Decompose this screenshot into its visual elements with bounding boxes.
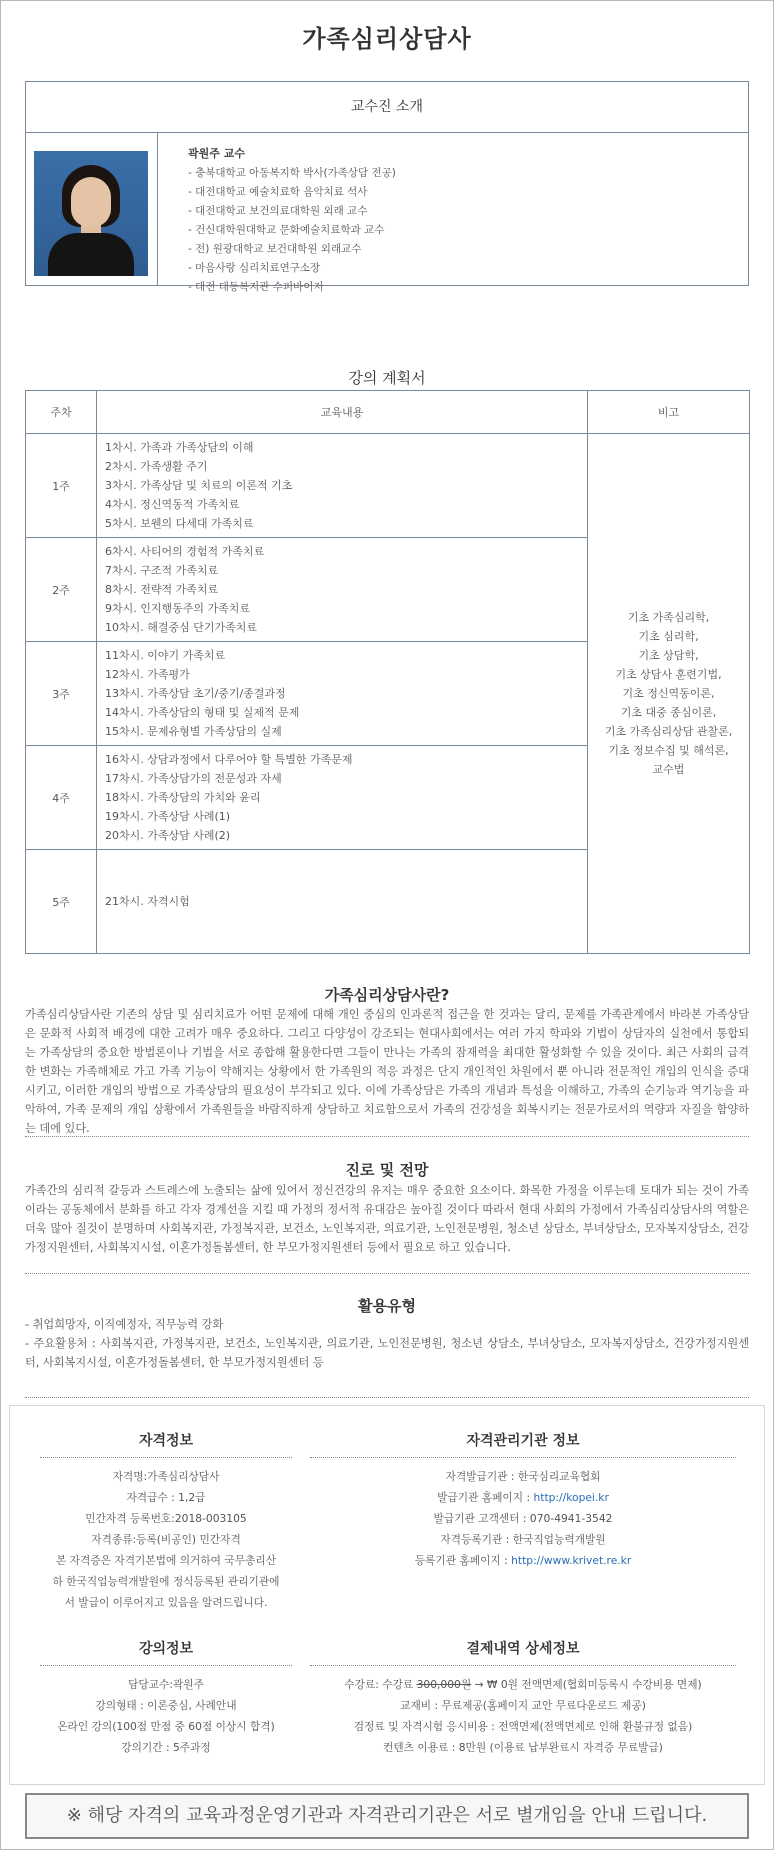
- lesson-item: 13차시. 가족상담 초기/중기/종결과정: [105, 687, 286, 700]
- lesson-item: 6차시. 사티어의 경험적 가족치료: [105, 545, 265, 558]
- lecture-info-title: 강의정보: [40, 1638, 292, 1666]
- agency-registrar: 자격등록기관 : 한국직업능력개발원: [440, 1533, 606, 1546]
- agency-info: [310, 1430, 736, 1571]
- lesson-item: 11차시. 이야기 가족치료: [105, 649, 226, 662]
- week-lessons: [97, 746, 588, 850]
- notice-banner: ※ 해당 자격의 교육과정운영기관과 자격관리기관은 서로 별개임을 안내 드립니다.: [25, 1793, 749, 1839]
- qual-info-line: 서 발급이 이루어지고 있음을 알려드립니다.: [64, 1596, 268, 1609]
- lesson-item: 17차시. 가족상담가의 전문성과 자세: [105, 772, 282, 785]
- professor-header: 교수진 소개: [26, 82, 748, 133]
- lesson-item: 12차시. 가족평가: [105, 668, 190, 681]
- lecture-info-line: 강의형태 : 이론중심, 사례안내: [95, 1699, 237, 1712]
- professor-career-item: - 건신대학원대학교 문화예술치료학과 교수: [188, 224, 385, 236]
- usage-line: - 주요활용처 : 사회복지관, 가정복지관, 보건소, 노인복지관, 의료기관, 노인전문병원, 청소년 상담소, 부녀상담소, 모자복지상담소, 건강가정지원센터, 사회복지시설, 이혼가정돌봄센터, 한 부모가정지원센터 등: [25, 1337, 749, 1369]
- week-label: 4주: [26, 746, 97, 850]
- week-label: 5주: [26, 850, 97, 954]
- qual-info-line: 하 한국직업능력개발원에 정식등록된 관리기관에: [52, 1575, 280, 1588]
- remark-item: 기초 가족심리상담 관찰론,: [604, 725, 733, 738]
- lesson-item: 7차시. 구조적 가족치료: [105, 564, 219, 577]
- qual-info-line: 본 자격증은 자격기본법에 의거하여 국무총리산: [55, 1554, 277, 1567]
- professor-section: [25, 81, 749, 293]
- registrar-homepage-link[interactable]: http://www.krivet.re.kr: [511, 1554, 632, 1567]
- lesson-item: 19차시. 가족상담 사례(1): [105, 810, 231, 823]
- remark-item: 기초 대중 종심이론,: [620, 706, 717, 719]
- lesson-item: 5차시. 보웬의 다세대 가족치료: [105, 517, 254, 530]
- professor-career-item: - 대전대학교 보건의료대학원 외래 교수: [188, 205, 368, 217]
- plan-table: [25, 390, 750, 954]
- what-text: 가족심리상담사란 기존의 상담 및 심리치료가 어떤 문제에 대해 개인 중심의 인과론적 접근을 한 것과는 달리, 문제를 가족관계에서 바라본 가족상담은 문화적 사회적 배경에 대한 고려가 매우 중요하다. 그리고 다양성이 강조되는 현대사회에서는 여러 가지 학파와 기법이 상담자의 실천에서 통합되는 가족상담의 중요한 방법론이나 기법을 서로 종합해 활용한다면 그들이 만나는 가족의 잠재력을 최대한 활성화할 수 있을 것이다. 최근 사회의 급격한 변화는 가족해체로 가고 가족 기능이 약해지는 상황에서 한 가족원의 적응 과정은 단지 개인적인 차원에서 뿐 아니라 전문적인 개입의 인식을 증대시키고, 이러한 개입의 방법으로 가족상담의 필요성이 부각되고 있다. 이에 가족상담은 가족의 개념과 특성을 이해하고, 가족의 순기능과 역기능을 파악하여, 가족 문제의 개입 상황에서 가족원들을 바람직하게 상담하고 치료함으로서 가족의 건강성을 회복시키는 전문가로서의 역량과 자질을 함양하는 데에 있다.: [25, 1008, 749, 1135]
- plan-header-week: 주차: [26, 391, 97, 434]
- payment-line: 검정료 및 자격시험 응시비용 : 전액면제(전액면제로 인해 환불규정 없음): [353, 1720, 693, 1733]
- lecture-info-line: 담당교수:곽원주: [128, 1678, 204, 1691]
- payment-info: [310, 1638, 736, 1758]
- lesson-item: 18차시. 가족상담의 가치와 윤리: [105, 791, 261, 804]
- agency-info-title: 자격관리기관 정보: [310, 1430, 736, 1458]
- divider: [25, 1136, 749, 1137]
- professor-career-item: - 대전 대동복지관 수퍼바이저: [188, 281, 324, 293]
- lesson-item: 8차시. 전략적 가족치료: [105, 583, 219, 596]
- payment-line: 컨텐츠 이용료 : 8만원 (이용료 납부완료시 자격증 무료발급): [383, 1741, 663, 1754]
- career-text: 가족간의 심리적 갈등과 스트레스에 노출되는 삶에 있어서 정신건강의 유지는 매우 중요한 요소이다. 화목한 가정을 이루는데 토대가 되는 것이 가족이라는 공동체에서 분화를 하고 각자 경계선을 지킬 때 가정의 정서적 유대감은 높아질 것이다 따라서 현대 사회의 가정에서 가족심리상담사의 역할은 더욱 많아 질것이 분명하며 사회복지관, 가정복지관, 보건소, 노인복지관, 의료기관, 노인전문병원, 청소년 상담소, 부녀상담소, 모자복지상담소, 건강가정지원센터, 사회복지시설, 이혼가정돌봄센터, 한 부모가정지원센터 등에서 필요로 하고 있습니다.: [25, 1184, 749, 1254]
- lesson-item: 9차시. 인지행동주의 가족치료: [105, 602, 250, 615]
- professor-career-item: - 전) 원광대학교 보건대학원 외래교수: [188, 243, 362, 255]
- qual-info-title: 자격정보: [40, 1430, 292, 1458]
- remark-item: 기초 정보수집 및 해석론,: [608, 744, 729, 757]
- plan-header-content: 교육내용: [97, 391, 588, 434]
- fee-original: 300,000원: [416, 1678, 472, 1691]
- registrar-homepage-label: 등록기관 홈페이지 :: [414, 1554, 512, 1567]
- qual-info-line: 자격명:가족심리상담사: [112, 1470, 220, 1483]
- professor-career-item: - 마음사랑 심리치료연구소장: [188, 262, 321, 274]
- agency-homepage-label: 발급기관 홈페이지 :: [437, 1491, 534, 1504]
- what-title: 가족심리상담사란?: [324, 986, 450, 1004]
- agency-homepage-link[interactable]: http://kopei.kr: [533, 1491, 609, 1504]
- lesson-item: 1차시. 가족과 가족상담의 이해: [105, 441, 254, 454]
- registrar-homepage: [310, 1550, 736, 1571]
- payment-fee: [310, 1674, 736, 1695]
- qual-info: [40, 1430, 292, 1613]
- divider: [25, 1397, 749, 1398]
- qual-info-line: 민간자격 등록번호:2018-003105: [85, 1512, 247, 1525]
- remark-item: 기초 정신역동이론,: [622, 687, 715, 700]
- professor-photo: [34, 151, 148, 276]
- week-lessons: [97, 642, 588, 746]
- week-lessons: [97, 538, 588, 642]
- fee-label: 수강료: 수강료: [344, 1678, 417, 1691]
- week-label: 2주: [26, 538, 97, 642]
- info-box: [9, 1405, 765, 1785]
- lesson-item: 15차시. 문제유형별 가족상담의 실제: [105, 725, 282, 738]
- remark-item: 기초 상담사 훈련기법,: [615, 668, 722, 681]
- week-lessons: [97, 850, 588, 954]
- qual-info-line: 자격급수 : 1,2급: [126, 1491, 206, 1504]
- week-label: 3주: [26, 642, 97, 746]
- lesson-item: 2차시. 가족생활 주기: [105, 460, 208, 473]
- fee-discount: → ₩ 0원 전액면제(협회미등록시 수강비용 면제): [471, 1678, 702, 1691]
- lesson-item: 21차시. 자격시험: [105, 895, 190, 908]
- table-row: [26, 434, 750, 538]
- professor-name: 곽원주 교수: [188, 147, 245, 160]
- payment-title: 결제내역 상세정보: [310, 1638, 736, 1666]
- professor-career-item: - 대전대학교 예술치료학 음악치료 석사: [188, 186, 368, 198]
- lesson-item: 4차시. 정신역동적 가족치료: [105, 498, 240, 511]
- usage-title: 활용유형: [358, 1297, 416, 1315]
- remark-item: 기초 가족심리학,: [627, 611, 710, 624]
- lecture-info-line: 강의기간 : 5주과정: [121, 1741, 211, 1754]
- professor-career-item: - 충북대학교 아동복지학 박사(가족상담 전공): [188, 167, 396, 179]
- agency-homepage: [310, 1487, 736, 1508]
- plan-header-remark: 비고: [588, 391, 750, 434]
- career-title: 진로 및 전망: [345, 1161, 429, 1179]
- plan-title: 강의 계획서: [348, 369, 426, 387]
- remark-item: 교수법: [652, 763, 685, 776]
- week-lessons: [97, 434, 588, 538]
- lecture-info-line: 온라인 강의(100점 만점 중 60점 이상시 합격): [57, 1720, 275, 1733]
- payment-line: 교재비 : 무료제공(홈페이지 교안 무료다운로드 제공): [400, 1699, 646, 1712]
- divider: [25, 1273, 749, 1274]
- lesson-item: 20차시. 가족상담 사례(2): [105, 829, 231, 842]
- week-label: 1주: [26, 434, 97, 538]
- lesson-item: 16차시. 상담과정에서 다루어야 할 특별한 가족문제: [105, 753, 353, 766]
- lesson-item: 14차시. 가족상담의 형태 및 실제적 문제: [105, 706, 300, 719]
- lesson-item: 10차시. 해결중심 단기가족치료: [105, 621, 257, 634]
- lecture-info: [40, 1638, 292, 1758]
- agency-issuer: 자격발급기관 : 한국심리교육협회: [445, 1470, 601, 1483]
- page-title: 가족심리상담사: [302, 25, 472, 53]
- remark-item: 기초 상담학,: [638, 649, 699, 662]
- agency-center: 발급기관 고객센터 : 070-4941-3542: [433, 1512, 613, 1525]
- professor-photo-cell: [26, 133, 158, 286]
- plan-remarks: [588, 434, 750, 954]
- qual-info-line: 자격종류:등록(비공인) 민간자격: [91, 1533, 241, 1546]
- remark-item: 기초 심리학,: [638, 630, 699, 643]
- usage-line: - 취업희망자, 이직예정자, 직무능력 강화: [25, 1318, 224, 1331]
- lesson-item: 3차시. 가족상담 및 치료의 이론적 기초: [105, 479, 293, 492]
